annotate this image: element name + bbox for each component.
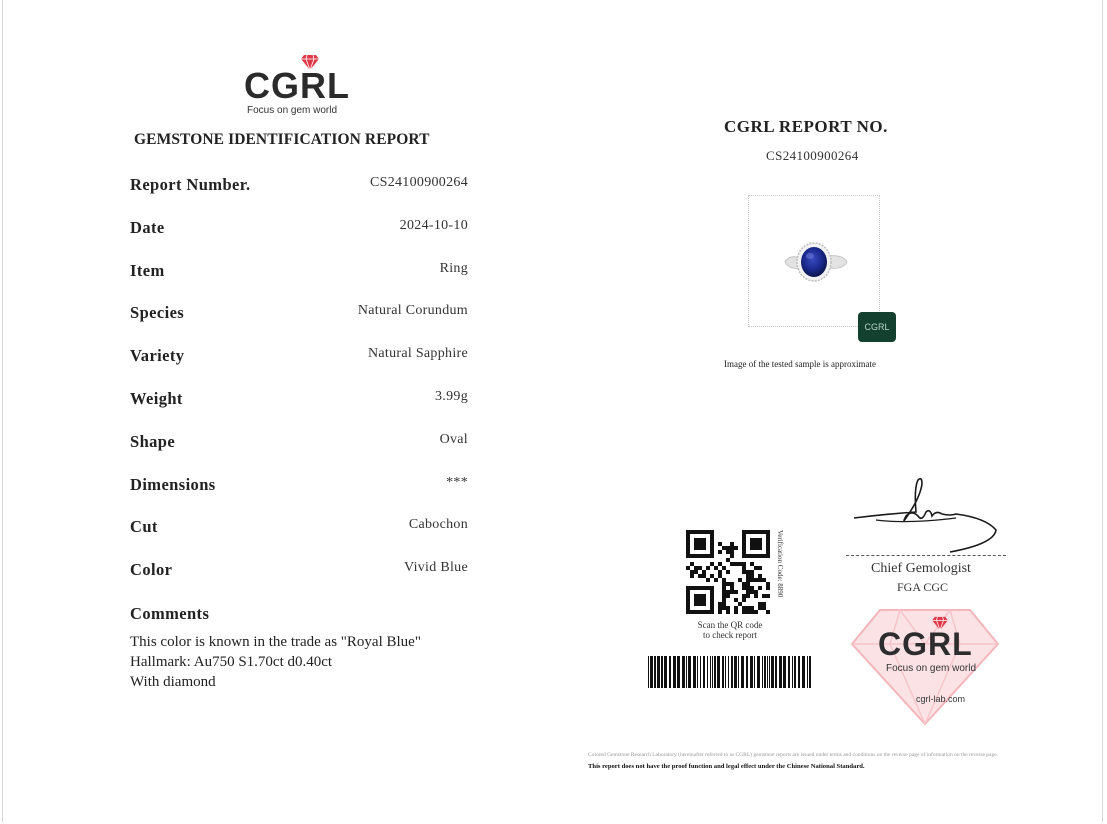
field-value: Cabochon	[408, 517, 468, 533]
cgrl-watermark-logo	[850, 604, 1000, 726]
comment-line: With diamond	[130, 674, 216, 690]
signature-image	[846, 474, 1008, 558]
field-row	[130, 389, 468, 432]
logo-tagline: Focus on gem world	[247, 105, 338, 116]
field-list	[130, 175, 468, 603]
field-row	[130, 560, 468, 603]
ring-image	[749, 196, 879, 326]
field-label: Variety	[130, 346, 185, 366]
cgrl-badge: CGRL	[858, 312, 896, 342]
field-value: Ring	[439, 260, 468, 276]
field-row	[130, 303, 468, 346]
signature-line	[846, 555, 1006, 556]
field-value: Oval	[439, 431, 468, 447]
cgrl-logo	[244, 54, 354, 118]
field-label: Species	[130, 303, 185, 323]
field-label: Date	[130, 217, 165, 237]
report-no-value: CS24100900264	[766, 148, 859, 163]
field-value: 2024-10-10	[399, 217, 468, 233]
field-row	[130, 346, 468, 389]
logo-tagline: Focus on gem world	[886, 663, 977, 674]
comments-label: Comments	[130, 604, 210, 623]
field-label: Shape	[130, 431, 176, 451]
qr-caption-line: Scan the QR code	[697, 620, 763, 630]
barcode	[648, 656, 812, 688]
disclaimer-fine-print: Colored Gemstone Research Laboratory (hereinafter referred to as CGRL) gemstone reports are issued under terms and conditions on the reverse page of information on the reverse page.	[588, 752, 999, 758]
verification-code-text: Verification Code: 8890	[776, 530, 784, 598]
field-row	[130, 517, 468, 560]
logo-wordmark: CGRL	[244, 65, 350, 106]
field-row	[130, 218, 468, 261]
field-value: CS24100900264	[369, 175, 468, 190]
field-label: Cut	[130, 517, 158, 537]
comments-text	[130, 632, 421, 692]
photo-caption: Image of the tested sample is approximate	[724, 359, 876, 369]
website: cgrl-lab.com	[916, 694, 966, 704]
signature-credentials: FGA CGC	[897, 580, 949, 594]
field-value: 3.99g	[435, 388, 468, 404]
signature-title: Chief Gemologist	[871, 561, 971, 576]
qr-caption	[680, 620, 780, 640]
field-row	[130, 432, 468, 475]
comment-line: This color is known in the trade as "Royal Blue"	[130, 634, 421, 650]
comment-line: Hallmark: Au750 S1.70ct d0.40ct	[130, 654, 333, 670]
sample-photo	[748, 195, 880, 327]
field-row	[130, 261, 468, 304]
field-row	[130, 475, 468, 518]
field-row	[130, 175, 468, 218]
report-title: GEMSTONE IDENTIFICATION REPORT	[134, 131, 430, 148]
disclaimer-notice: This report does not have the proof function and legal effect under the Chinese National Standard.	[588, 763, 865, 770]
field-label: Dimensions	[130, 474, 216, 494]
qr-code[interactable]	[686, 530, 772, 614]
qr-caption-line: to check report	[703, 630, 757, 640]
field-value: Natural Corundum	[357, 303, 468, 319]
logo-wordmark: CGRL	[878, 626, 973, 662]
field-label: Report Number.	[130, 175, 251, 194]
field-label: Weight	[130, 388, 183, 408]
field-label: Color	[130, 560, 173, 580]
field-label: Item	[130, 260, 165, 280]
report-no-title: CGRL REPORT NO.	[724, 117, 888, 136]
verification-code	[772, 530, 786, 616]
field-value: Vivid Blue	[404, 560, 468, 576]
field-value: ***	[446, 474, 468, 490]
field-value: Natural Sapphire	[367, 346, 468, 362]
